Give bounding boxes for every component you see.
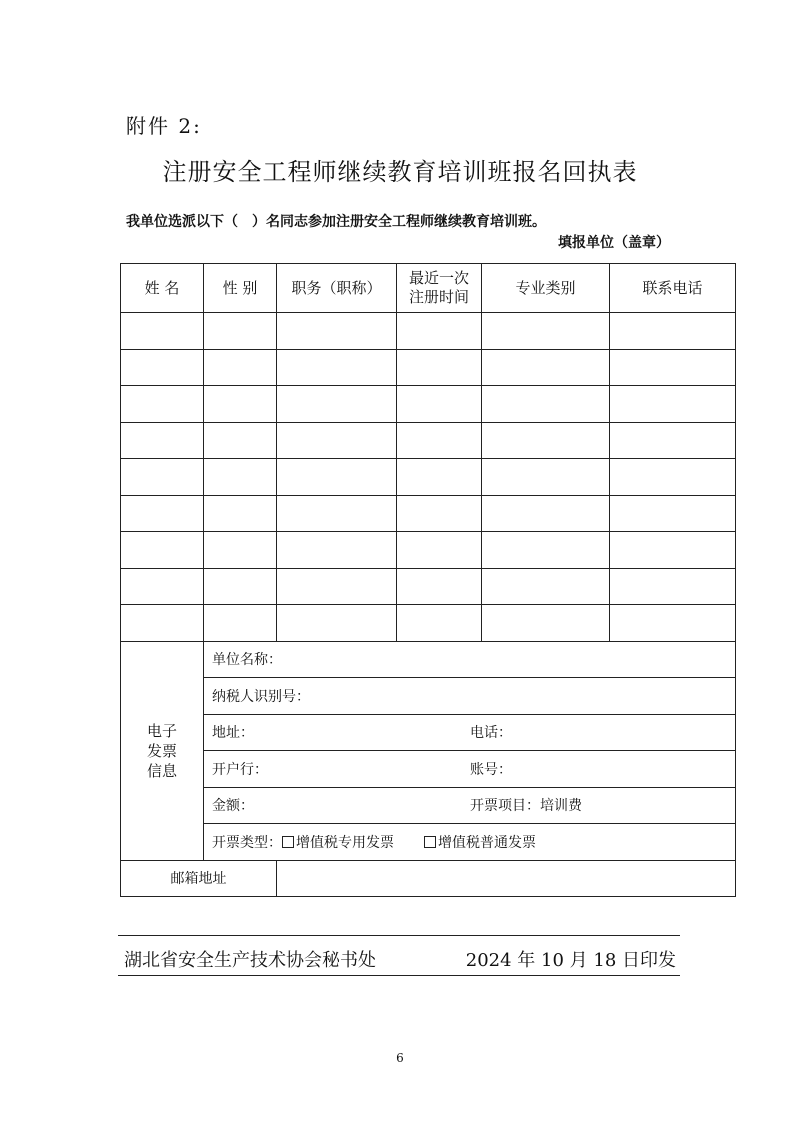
position-cell[interactable] bbox=[277, 386, 397, 423]
invoice-label-line1: 电子 bbox=[146, 721, 177, 740]
invoice-row-unit-name bbox=[121, 641, 736, 678]
unit-name-field[interactable] bbox=[204, 641, 736, 678]
ordinary-invoice-option: 增值税普通发票 bbox=[438, 834, 536, 851]
invoice-row-bank bbox=[121, 751, 736, 788]
name-cell[interactable] bbox=[121, 459, 204, 496]
position-cell[interactable] bbox=[277, 459, 397, 496]
name-cell[interactable] bbox=[121, 313, 204, 350]
gender-cell[interactable] bbox=[204, 459, 277, 496]
name-cell[interactable] bbox=[121, 568, 204, 605]
footer-top-rule bbox=[118, 935, 680, 936]
table-row bbox=[121, 495, 736, 532]
phone-cell[interactable] bbox=[610, 495, 736, 532]
table-row bbox=[121, 313, 736, 350]
position-cell[interactable] bbox=[277, 349, 397, 386]
position-cell[interactable] bbox=[277, 605, 397, 642]
table-row bbox=[121, 605, 736, 642]
last-registration-cell[interactable] bbox=[397, 349, 482, 386]
last-registration-cell[interactable] bbox=[397, 459, 482, 496]
account-label: 账号： bbox=[470, 761, 512, 778]
invoice-row-taxpayer bbox=[121, 678, 736, 715]
tel-field[interactable] bbox=[470, 722, 512, 742]
gender-cell[interactable] bbox=[204, 568, 277, 605]
invoice-row-address bbox=[121, 714, 736, 751]
header-name: 姓 名 bbox=[121, 264, 204, 313]
fill-unit-label: 填报单位（盖章） bbox=[558, 235, 670, 251]
phone-cell[interactable] bbox=[610, 532, 736, 569]
page-number: 6 bbox=[396, 1051, 404, 1065]
bank-label: 开户行： bbox=[212, 761, 268, 778]
address-tel-cell bbox=[204, 714, 736, 751]
table-row bbox=[121, 386, 736, 423]
amount-field[interactable] bbox=[212, 795, 470, 815]
specialty-cell[interactable] bbox=[482, 568, 610, 605]
phone-cell[interactable] bbox=[610, 386, 736, 423]
special-invoice-checkbox[interactable] bbox=[282, 836, 294, 848]
specialty-cell[interactable] bbox=[482, 313, 610, 350]
last-registration-cell[interactable] bbox=[397, 605, 482, 642]
invoice-item: 开票项目：培训费 bbox=[470, 798, 582, 815]
gender-cell[interactable] bbox=[204, 532, 277, 569]
table-row bbox=[121, 568, 736, 605]
position-cell[interactable] bbox=[277, 495, 397, 532]
table-row bbox=[121, 422, 736, 459]
footer bbox=[124, 946, 676, 972]
address-field[interactable] bbox=[212, 722, 470, 742]
specialty-cell[interactable] bbox=[482, 349, 610, 386]
header-specialty: 专业类别 bbox=[482, 264, 610, 313]
gender-cell[interactable] bbox=[204, 349, 277, 386]
name-cell[interactable] bbox=[121, 532, 204, 569]
table-row bbox=[121, 349, 736, 386]
invoice-section-label bbox=[121, 641, 204, 860]
gender-cell[interactable] bbox=[204, 386, 277, 423]
name-cell[interactable] bbox=[121, 386, 204, 423]
account-field[interactable] bbox=[470, 759, 512, 779]
email-field[interactable] bbox=[277, 860, 736, 897]
table-row bbox=[121, 532, 736, 569]
last-registration-cell[interactable] bbox=[397, 313, 482, 350]
gender-cell[interactable] bbox=[204, 313, 277, 350]
invoice-label-line2: 发票 bbox=[146, 741, 177, 760]
header-position: 职务（职称） bbox=[277, 264, 397, 313]
phone-cell[interactable] bbox=[610, 459, 736, 496]
special-invoice-option: 增值税专用发票 bbox=[296, 834, 394, 851]
name-cell[interactable] bbox=[121, 495, 204, 532]
last-registration-cell[interactable] bbox=[397, 532, 482, 569]
phone-cell[interactable] bbox=[610, 605, 736, 642]
phone-cell[interactable] bbox=[610, 313, 736, 350]
intro-text: 我单位选派以下（ ）名同志参加注册安全工程师继续教育培训班。 bbox=[126, 214, 546, 230]
invoice-type-cell bbox=[204, 824, 736, 861]
table-header-row bbox=[121, 264, 736, 313]
invoice-type-label: 开票类型： bbox=[212, 834, 282, 851]
gender-cell[interactable] bbox=[204, 422, 277, 459]
footer-issuer: 湖北省安全生产技术协会秘书处 bbox=[124, 950, 376, 971]
page-title: 注册安全工程师继续教育培训班报名回执表 bbox=[162, 158, 638, 186]
phone-cell[interactable] bbox=[610, 568, 736, 605]
last-registration-cell[interactable] bbox=[397, 422, 482, 459]
attachment-label: 附件 2: bbox=[126, 114, 202, 138]
position-cell[interactable] bbox=[277, 568, 397, 605]
specialty-cell[interactable] bbox=[482, 386, 610, 423]
email-label: 邮箱地址 bbox=[121, 860, 277, 897]
bank-account-cell bbox=[204, 751, 736, 788]
amount-label: 金额： bbox=[212, 798, 254, 815]
footer-date: 2024 年 10 月 18 日印发 bbox=[465, 950, 676, 971]
position-cell[interactable] bbox=[277, 422, 397, 459]
tel-label: 电话： bbox=[470, 725, 512, 742]
specialty-cell[interactable] bbox=[482, 605, 610, 642]
invoice-row-type bbox=[121, 824, 736, 861]
taxpayer-id-label: 纳税人识别号： bbox=[212, 688, 310, 705]
taxpayer-id-field[interactable] bbox=[204, 678, 736, 715]
name-cell[interactable] bbox=[121, 605, 204, 642]
specialty-cell[interactable] bbox=[482, 459, 610, 496]
last-registration-cell[interactable] bbox=[397, 495, 482, 532]
footer-bottom-rule bbox=[118, 975, 680, 976]
ordinary-invoice-checkbox[interactable] bbox=[424, 836, 436, 848]
unit-name-label: 单位名称： bbox=[212, 652, 282, 669]
gender-cell[interactable] bbox=[204, 495, 277, 532]
address-label: 地址： bbox=[212, 725, 254, 742]
email-row bbox=[121, 860, 736, 897]
phone-cell[interactable] bbox=[610, 349, 736, 386]
last-registration-cell[interactable] bbox=[397, 568, 482, 605]
header-phone: 联系电话 bbox=[610, 264, 736, 313]
phone-cell[interactable] bbox=[610, 422, 736, 459]
header-gender: 性 别 bbox=[204, 264, 277, 313]
gender-cell[interactable] bbox=[204, 605, 277, 642]
last-registration-cell[interactable] bbox=[397, 386, 482, 423]
header-last-registration bbox=[397, 264, 482, 313]
name-cell[interactable] bbox=[121, 349, 204, 386]
header-last-registration-line2: 注册时间 bbox=[408, 288, 469, 306]
specialty-cell[interactable] bbox=[482, 532, 610, 569]
registration-table bbox=[120, 263, 736, 897]
specialty-cell[interactable] bbox=[482, 495, 610, 532]
name-cell[interactable] bbox=[121, 422, 204, 459]
invoice-label-line3: 信息 bbox=[146, 761, 177, 780]
position-cell[interactable] bbox=[277, 532, 397, 569]
invoice-row-amount bbox=[121, 787, 736, 824]
table-row bbox=[121, 459, 736, 496]
position-cell[interactable] bbox=[277, 313, 397, 350]
specialty-cell[interactable] bbox=[482, 422, 610, 459]
header-last-registration-line1: 最近一次 bbox=[408, 269, 469, 287]
bank-field[interactable] bbox=[212, 759, 470, 779]
amount-item-cell bbox=[204, 787, 736, 824]
